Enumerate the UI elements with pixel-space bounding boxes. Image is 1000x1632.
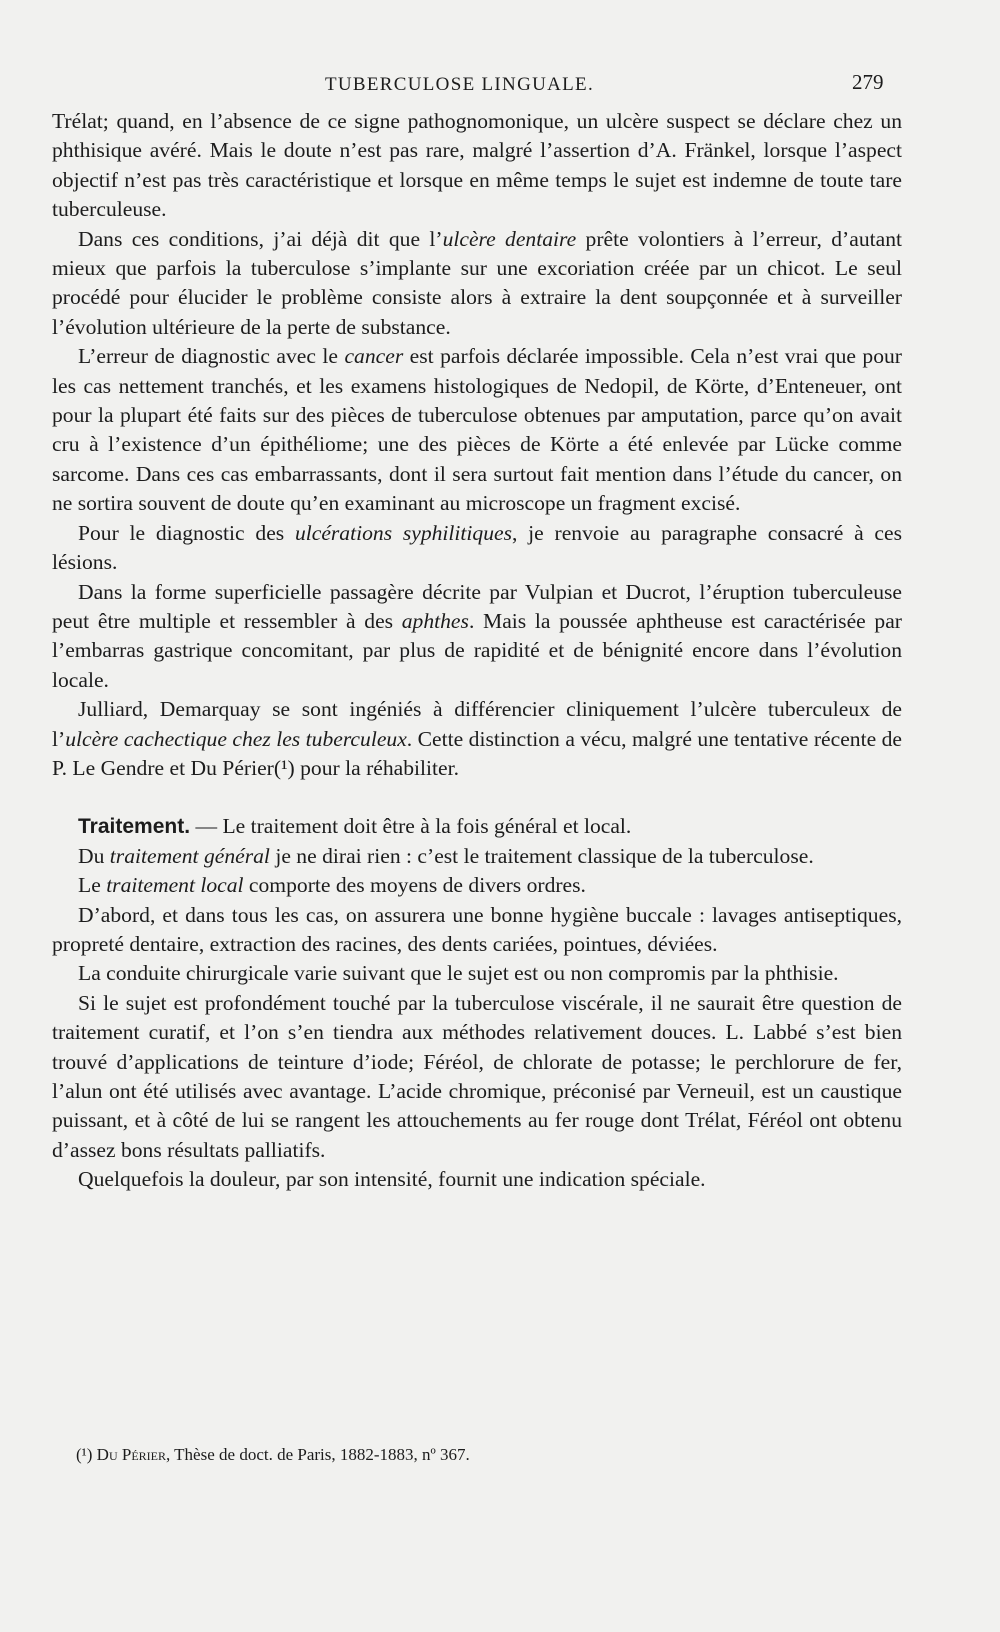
running-title: TUBERCULOSE LINGUALE. — [325, 74, 595, 95]
section-heading-paragraph — [52, 812, 902, 841]
footnote-text: , Thèse de doct. de Paris, 1882-1883, nº 367. — [165, 1445, 470, 1464]
text-run: L’erreur de diagnostic avec le — [78, 344, 345, 369]
text-run: comporte des moyens de divers ordres. — [243, 873, 586, 898]
page-header — [0, 66, 1000, 106]
text-run: je ne dirai rien : c’est le traitement classique de la tuberculose. — [269, 843, 814, 868]
footnote — [76, 1444, 906, 1466]
text-run: , je renvoie au paragraphe consacré à ces lésions. — [52, 520, 902, 575]
footnote-marker: (¹) — [76, 1445, 93, 1464]
paragraph: La conduite chirurgicale varie suivant que le sujet est ou non compromis par la phthisie. — [78, 961, 839, 986]
italic-run: traitement général — [109, 843, 270, 868]
text-run: Le — [78, 873, 107, 898]
body-text — [52, 107, 902, 1195]
text-run: Du — [78, 843, 110, 868]
footnote-author: Du Périer — [96, 1445, 166, 1464]
text-run: Pour le diagnostic des — [78, 520, 295, 545]
paragraph — [52, 842, 902, 871]
italic-run: ulcère cachectique chez les tuberculeux — [65, 726, 407, 751]
page-number: 279 — [852, 70, 884, 94]
section-spacer — [52, 783, 902, 812]
paragraph — [52, 225, 902, 343]
text-run: . Cette distinction a vécu, malgré une tentative récente de P. Le Gendre et Du Périer — [52, 726, 903, 780]
paragraph — [52, 342, 902, 518]
italic-run: cancer — [344, 344, 404, 369]
paragraph: Si le sujet est profondément touché par la tuberculose viscérale, il ne saurait être question de traitement curatif, et l’on s’en tiendra aux méthodes relativement douces. L. Labbé s’est bien trouvé d’applications de teinture d’iode; Féréol, de chlorate de potasse; le perchlorure de fer, l’alun ont été utilisés avec avantage. L’acide chromique, préconisé par Verneuil, est un caustique puissant, et à côté de lui se rangent les attouchements au fer rouge dont Trélat, Féréol ont obtenu d’assez bons résultats palliatifs. — [52, 990, 902, 1162]
italic-run: traitement local — [106, 873, 244, 898]
text-run: est parfois déclarée impossible. Cela n’est vrai que pour les cas nettement tranchés, et les examens histologiques de Nedopil, de Körte, d’Enteneuer, ont pour la plupart été faits sur des pièces de tuberculose obtenues par amputation, parce qu’on avait cru à l’existence d’un épithéliome; une des pièces de Körte a été enlevée par Lücke comme sarcome. Dans ces cas embarrassants, dont il sera surtout fait mention dans l’étude du cancer, on ne sortira souvent de doute qu’en examinant au microscope un fragment excisé. — [52, 344, 903, 516]
text-run: Dans ces conditions, j’ai déjà dit que l’ — [78, 226, 443, 251]
section-heading: Traitement. — [78, 815, 191, 839]
paragraph — [52, 871, 902, 900]
text-run: Julliard, Demarquay se sont ingéniés à différencier cliniquement l’ulcère tuberculeux de l’ — [52, 697, 902, 751]
text-run: . Mais la poussée aphtheuse est caractérisée par l’embarras gastrique concomitant, par plus de rapidité et de bénignité encore dans l’évolution locale. — [52, 608, 902, 692]
text-run: pour la réhabiliter. — [294, 755, 460, 780]
text-run: Dans la forme superficielle passagère décrite par Vulpian et Ducrot, l’éruption tuberculeuse peut être multiple et ressembler à des — [52, 579, 902, 633]
italic-run: aphthes — [401, 608, 469, 633]
text-run: — Le traitement doit être à la fois général et local. — [190, 814, 632, 839]
paragraph — [52, 695, 902, 783]
paragraph: Quelquefois la douleur, par son intensité, fournit une indication spéciale. — [78, 1167, 706, 1192]
italic-run: ulcérations syphilitiques — [294, 520, 513, 545]
paragraph: D’abord, et dans tous les cas, on assurera une bonne hygiène buccale : lavages antiseptiques, propreté dentaire, extraction des racines, des dents cariées, pointues, déviées. — [52, 902, 902, 956]
paragraph — [52, 519, 902, 578]
italic-run: ulcère dentaire — [442, 226, 577, 251]
footnote-reference: (¹) — [273, 755, 295, 780]
paragraph: Trélat; quand, en l’absence de ce signe pathognomonique, un ulcère suspect se déclare chez un phthisique avéré. Mais le doute n’est pas rare, malgré l’assertion d’A. Fränkel, lorsque l’aspect objectif n’est pas très caractéristique et lorsque en même temps le sujet est indemne de toute tare tuberculeuse. — [52, 109, 902, 222]
text-run: prête volontiers à l’erreur, d’autant mieux que parfois la tuberculose s’implante sur une excoriation créée par un chicot. Le seul procédé pour élucider le problème consiste alors à extraire la dent soupçonnée et à surveiller l’évolution ultérieure de la perte de substance. — [52, 226, 903, 339]
paragraph — [52, 578, 902, 696]
